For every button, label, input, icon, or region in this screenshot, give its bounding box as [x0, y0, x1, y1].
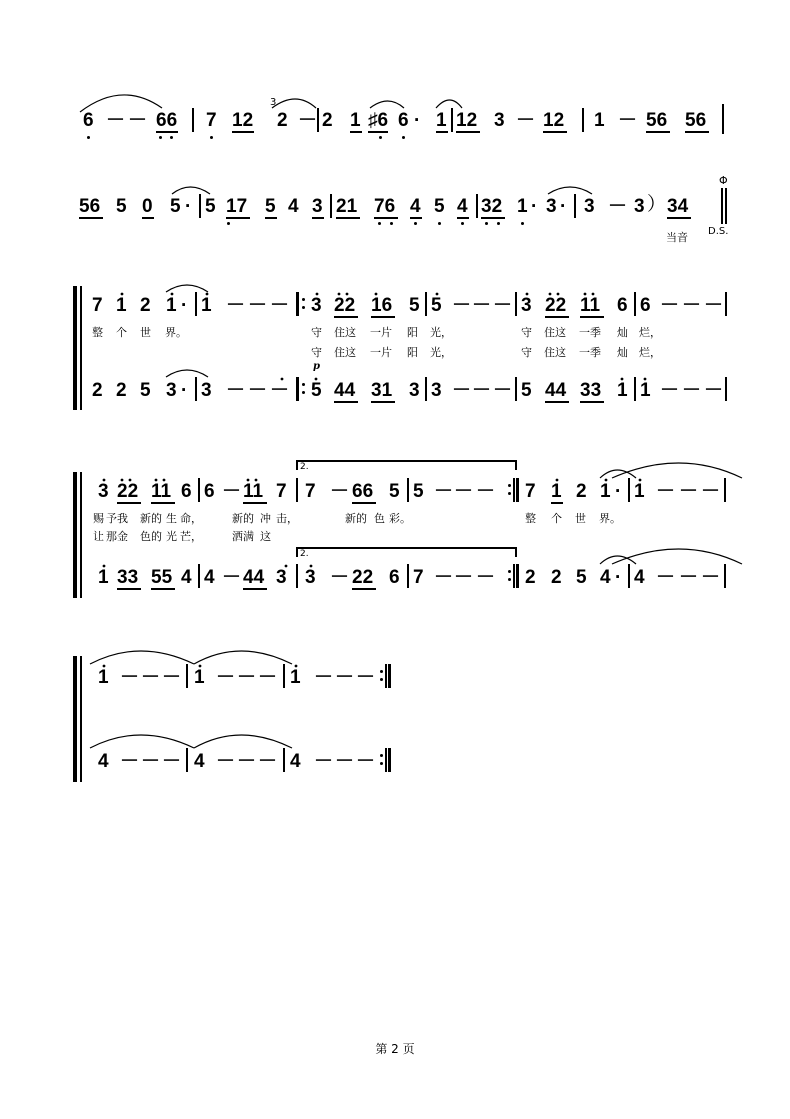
lyric: 新的: [140, 512, 162, 525]
lyric: 界。: [165, 326, 187, 339]
note: －: [248, 295, 268, 316]
note: 3: [311, 295, 322, 316]
note: 4: [288, 196, 299, 217]
note: 11: [151, 481, 172, 502]
note: －: [660, 295, 680, 316]
note: 3: [98, 481, 109, 502]
note: 1: [594, 110, 605, 131]
note: －: [701, 567, 721, 588]
note: 4: [181, 567, 192, 588]
note: －: [682, 295, 702, 316]
note: 5: [576, 567, 587, 588]
note: －: [476, 481, 496, 502]
note: －: [493, 295, 513, 316]
note: ·: [615, 481, 622, 502]
note: 1: [634, 481, 645, 502]
note: 4: [457, 196, 468, 217]
note: －: [618, 110, 638, 131]
lyric: 住这: [334, 346, 356, 359]
note: ♯6: [368, 110, 389, 131]
note: －: [330, 567, 350, 588]
note: －: [335, 667, 355, 688]
note: －: [128, 110, 148, 131]
lyric: 灿: [617, 326, 628, 339]
note: 4: [204, 567, 215, 588]
note: 5: [521, 380, 532, 401]
note: 17: [226, 196, 248, 217]
note: 1: [166, 295, 177, 316]
note: 66: [352, 481, 374, 502]
note: －: [226, 295, 246, 316]
note: －: [314, 751, 334, 772]
note: 3: [166, 380, 177, 401]
note: 7: [92, 295, 103, 316]
lyric: 一季: [579, 326, 601, 339]
lyric: 彩。: [389, 512, 411, 525]
note: －: [222, 481, 242, 502]
note: －: [226, 380, 246, 401]
note: 2: [140, 295, 151, 316]
lyric: 光: [166, 530, 177, 543]
note: ·: [181, 295, 188, 316]
lyric: 赐: [93, 512, 104, 525]
lyric: 界。: [599, 512, 621, 525]
lyric: 守: [311, 346, 322, 359]
note: －: [682, 380, 702, 401]
note: 6: [389, 567, 400, 588]
note: 3: [494, 110, 505, 131]
lyric: 冲: [260, 512, 271, 525]
note: 44: [545, 380, 567, 401]
note: 7: [413, 567, 424, 588]
note: 2: [322, 110, 333, 131]
note: 3: [312, 196, 323, 217]
lyric: 住这: [544, 346, 566, 359]
note: 56: [646, 110, 668, 131]
note: －: [434, 567, 454, 588]
note: －: [258, 751, 278, 772]
note: 6: [617, 295, 628, 316]
lyric: 守: [521, 346, 532, 359]
note: ·: [414, 110, 421, 131]
note: 3: [431, 380, 442, 401]
note: ·: [560, 196, 567, 217]
lyric: 新的: [345, 512, 367, 525]
note: －: [679, 481, 699, 502]
note: 12: [232, 110, 254, 131]
note: －: [704, 295, 724, 316]
note: －: [656, 481, 676, 502]
note: 4: [98, 751, 109, 772]
note: 21: [336, 196, 358, 217]
note: 3: [584, 196, 595, 217]
lyric: 予我: [106, 512, 128, 525]
lyric: 一片: [370, 326, 392, 339]
note: －: [452, 380, 472, 401]
note: －: [162, 667, 182, 688]
lyric: 当音: [666, 231, 688, 244]
lyric: 一季: [579, 346, 601, 359]
note: 4: [410, 196, 421, 217]
lyric: 世: [140, 326, 151, 339]
note: 1: [201, 295, 212, 316]
note: 4: [290, 751, 301, 772]
note: 1: [98, 667, 109, 688]
note: 55: [151, 567, 173, 588]
note: －: [120, 667, 140, 688]
note: －: [356, 751, 376, 772]
note: 1: [617, 380, 628, 401]
note: 1: [551, 481, 562, 502]
note: 1: [290, 667, 301, 688]
note: 12: [456, 110, 478, 131]
lyric: 个: [551, 512, 562, 525]
note: －: [237, 751, 257, 772]
lyric: 整: [92, 326, 103, 339]
note: －: [356, 667, 376, 688]
note: 12: [543, 110, 565, 131]
segno-icon: Φ: [719, 174, 728, 187]
note: 56: [685, 110, 707, 131]
note: －: [454, 567, 474, 588]
lyric: 光，: [430, 346, 452, 359]
note: 2: [92, 380, 103, 401]
lyric: 个: [116, 326, 127, 339]
note: 5: [140, 380, 151, 401]
note: －: [516, 110, 536, 131]
note: 5: [265, 196, 276, 217]
note: 6: [398, 110, 409, 131]
lyric: 命，: [180, 512, 202, 525]
note: 5: [431, 295, 442, 316]
note: －: [216, 751, 236, 772]
note: 6: [83, 110, 94, 131]
lyric: 烂，: [639, 346, 661, 359]
note: 7: [305, 481, 316, 502]
note: －: [701, 481, 721, 502]
lyric: 芒，: [180, 530, 202, 543]
note: 66: [156, 110, 178, 131]
note: 3: [634, 196, 645, 217]
lyric: 守: [311, 326, 322, 339]
tuplet-mark: 3: [270, 97, 277, 108]
note: －: [237, 667, 257, 688]
note: 3: [276, 567, 287, 588]
note: 44: [243, 567, 265, 588]
note: 1: [98, 567, 109, 588]
lyric: 让: [93, 530, 104, 543]
note: 16: [371, 295, 393, 316]
note: －: [679, 567, 699, 588]
note: 4: [634, 567, 645, 588]
lyric: 世: [575, 512, 586, 525]
note: 5: [389, 481, 400, 502]
lyric: 灿: [617, 346, 628, 359]
note: －: [314, 667, 334, 688]
note: 2: [116, 380, 127, 401]
note: －: [298, 110, 318, 131]
note: 3: [305, 567, 316, 588]
dynamic-mark: p: [313, 361, 320, 372]
lyric: 阳: [407, 346, 418, 359]
lyric: 整: [525, 512, 536, 525]
lyric: 色的: [140, 530, 162, 543]
lyric: 那金: [106, 530, 128, 543]
note: －: [704, 380, 724, 401]
note: －: [141, 751, 161, 772]
note: 32: [481, 196, 503, 217]
note: 2: [551, 567, 562, 588]
note: 0: [142, 196, 153, 217]
note: 3: [546, 196, 557, 217]
note: 22: [352, 567, 374, 588]
note: 31: [371, 380, 393, 401]
note: 1: [194, 667, 205, 688]
note: 4: [600, 567, 611, 588]
lyric: 烂，: [639, 326, 661, 339]
note: ·: [181, 380, 188, 401]
note: －: [270, 380, 290, 401]
note: 7: [525, 481, 536, 502]
lyric: 生: [166, 512, 177, 525]
note: 1: [600, 481, 611, 502]
note: －: [472, 295, 492, 316]
note: －: [141, 667, 161, 688]
note: 3: [409, 380, 420, 401]
note: 1: [350, 110, 361, 131]
note: 4: [194, 751, 205, 772]
lyric: 住这: [334, 326, 356, 339]
note: ·: [615, 567, 622, 588]
note: 6: [640, 295, 651, 316]
lyric: 光，: [430, 326, 452, 339]
note: 11: [580, 295, 601, 316]
note: 3: [521, 295, 532, 316]
volta-label: 2.: [300, 549, 309, 559]
lyric: 一片: [370, 346, 392, 359]
note: －: [335, 751, 355, 772]
lyric: 色: [374, 512, 385, 525]
note: 7: [206, 110, 217, 131]
note: －: [120, 751, 140, 772]
note: 2: [576, 481, 587, 502]
note: －: [452, 295, 472, 316]
note: 1: [640, 380, 651, 401]
note: －: [608, 196, 628, 217]
ds-mark: D.S.: [708, 226, 729, 237]
note: －: [493, 380, 513, 401]
lyric: 住这: [544, 326, 566, 339]
note: 5: [311, 380, 322, 401]
lyric: 洒满: [232, 530, 254, 543]
lyric: 守: [521, 326, 532, 339]
note: －: [162, 751, 182, 772]
volta-label: 2.: [300, 462, 309, 472]
note: 1: [436, 110, 447, 131]
note: －: [660, 380, 680, 401]
note: －: [216, 667, 236, 688]
note: 5: [170, 196, 181, 217]
note: 5: [205, 196, 216, 217]
note: 5: [116, 196, 127, 217]
page-number: 第 2 页: [375, 1042, 415, 1056]
note: －: [434, 481, 454, 502]
note: －: [454, 481, 474, 502]
lyric: 击，: [276, 512, 298, 525]
note: 22: [334, 295, 356, 316]
note: 2: [525, 567, 536, 588]
note: 5: [434, 196, 445, 217]
note: 5: [409, 295, 420, 316]
note: －: [472, 380, 492, 401]
note: 6: [181, 481, 192, 502]
note: 22: [117, 481, 139, 502]
note: －: [476, 567, 496, 588]
note: 3: [201, 380, 212, 401]
note: ·: [531, 196, 538, 217]
note: －: [656, 567, 676, 588]
note: ·: [185, 196, 192, 217]
note: 33: [580, 380, 602, 401]
note: 76: [374, 196, 396, 217]
lyric: 这: [260, 530, 271, 543]
note: 1: [517, 196, 528, 217]
note: 1: [116, 295, 127, 316]
paren: ）: [647, 194, 667, 215]
lyric: 阳: [407, 326, 418, 339]
note: 2: [277, 110, 288, 131]
note: －: [222, 567, 242, 588]
note: 44: [334, 380, 356, 401]
note: －: [106, 110, 126, 131]
note: 6: [204, 481, 215, 502]
note: 11: [243, 481, 264, 502]
note: －: [270, 295, 290, 316]
note: 33: [117, 567, 139, 588]
note: 5: [413, 481, 424, 502]
note: －: [258, 667, 278, 688]
note: 7: [276, 481, 287, 502]
note: －: [330, 481, 350, 502]
note: －: [248, 380, 268, 401]
note: 22: [545, 295, 567, 316]
note: 34: [667, 196, 689, 217]
note: 56: [79, 196, 101, 217]
lyric: 新的: [232, 512, 254, 525]
